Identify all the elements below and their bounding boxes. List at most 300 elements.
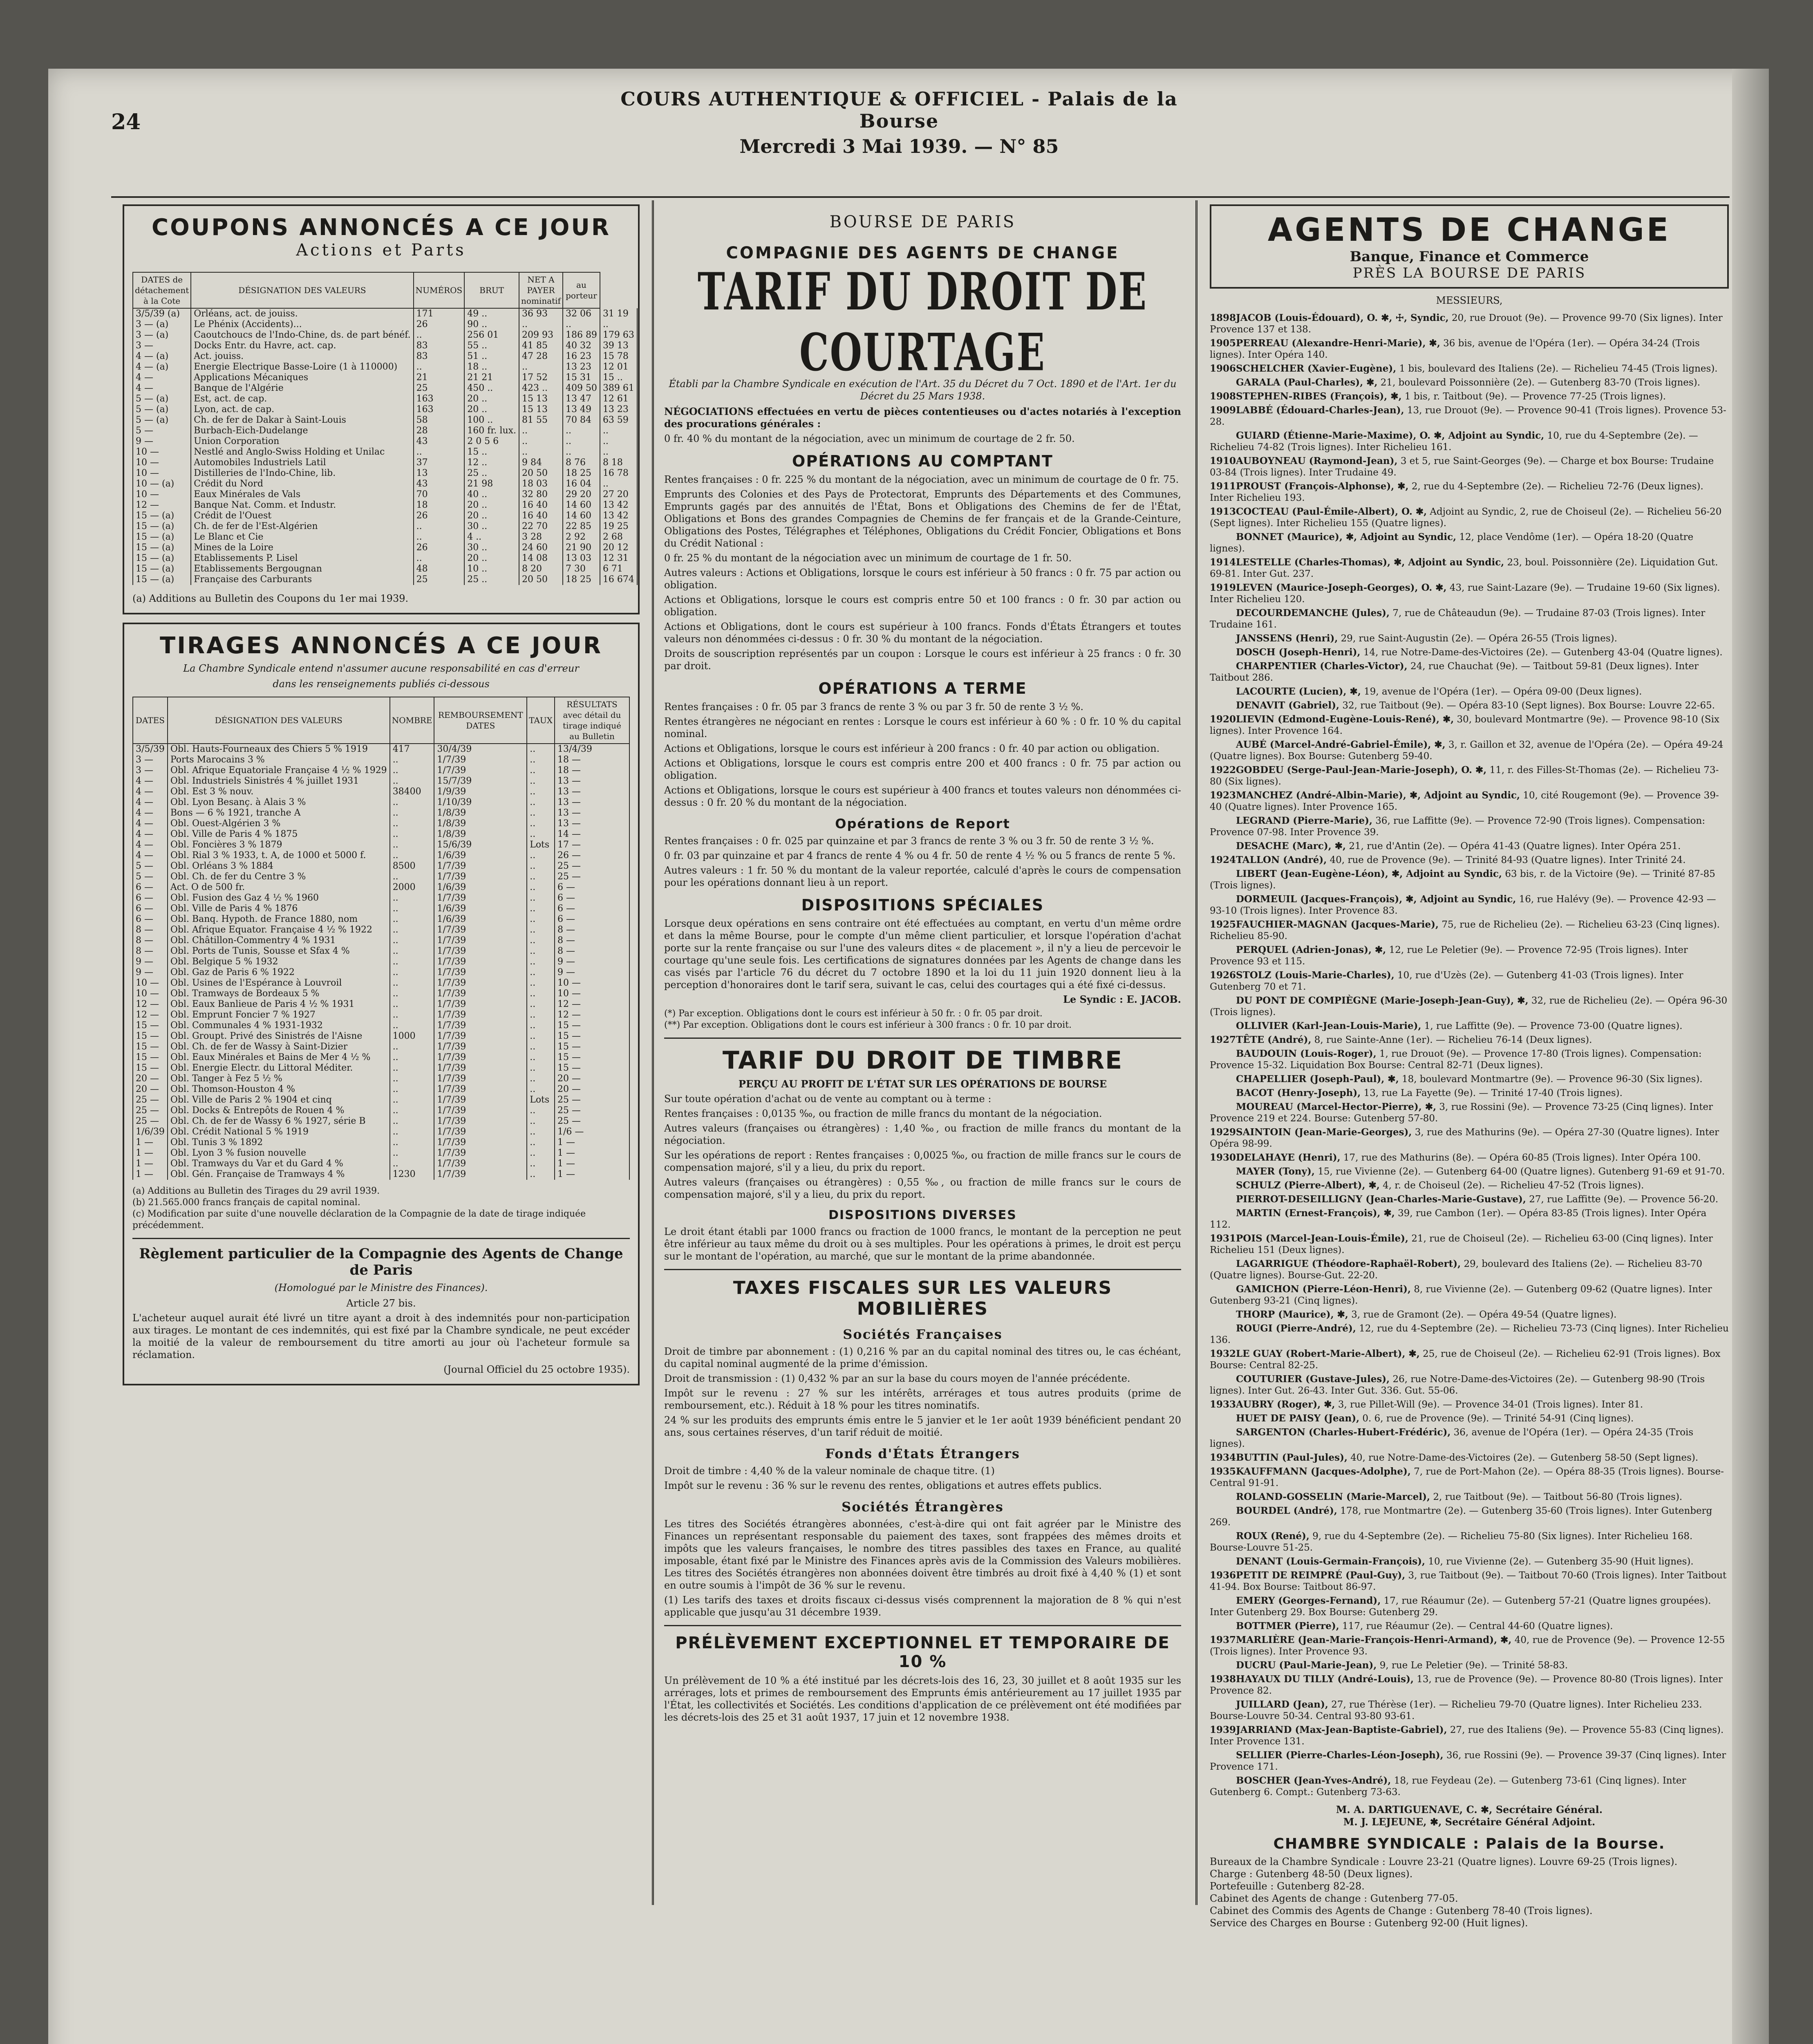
page-number: 24 — [111, 110, 141, 134]
page-header — [613, 88, 1185, 157]
table-cell: 256 01 — [464, 330, 519, 341]
agent-entry — [1210, 1570, 1729, 1593]
table-cell: .. — [527, 893, 555, 903]
agent-entry — [1210, 1775, 1729, 1798]
table-cell: .. — [414, 521, 465, 532]
table-cell: 83 — [414, 341, 465, 351]
agent-year: 1913 — [1210, 506, 1236, 517]
secretary-adjoint: M. J. LEJEUNE, ✱, Secrétaire Général Adjoint. — [1343, 1816, 1596, 1828]
agent-name: LE GUAY (Robert-Marie-Albert), ✱, — [1236, 1348, 1420, 1359]
table-cell: 1/7/39 — [434, 1052, 527, 1063]
table-row — [133, 1031, 629, 1042]
table-cell: 81 55 — [519, 415, 563, 426]
agent-entry — [1210, 1491, 1729, 1503]
agent-entry — [1210, 1180, 1729, 1191]
agent-address: 36, avenue de l'Opéra (1er). — Opéra 24-35 (Trois lignes). — [1210, 1427, 1694, 1449]
paragraph: Bureaux de la Chambre Syndicale : Louvre 23-21 (Quatre lignes). Louvre 69-25 (Trois lignes). — [1210, 1856, 1678, 1867]
table-cell: 15 — — [133, 1063, 168, 1074]
agent-entry — [1210, 338, 1729, 361]
paragraph: Rentes françaises : 0,0135 ‰, ou fraction de mille francs du montant de la négociation. — [664, 1108, 1102, 1119]
agent-name: BOURDEL (André), — [1236, 1505, 1337, 1516]
table-cell: 1 — — [133, 1137, 168, 1148]
table-cell: 1/7/39 — [434, 1074, 527, 1084]
table-cell: 3 — — [133, 341, 191, 351]
table-cell: .. — [563, 319, 600, 330]
table-cell: .. — [390, 914, 434, 925]
paragraph: Impôt sur le revenu : 27 % sur les intérêts, arrérages et tous autres produits (prime de remboursement, etc.). Réduit à 18 % pour les titres nominatifs. — [664, 1387, 1181, 1411]
table-cell: 25 .. — [464, 574, 519, 585]
agent-year: 1929 — [1210, 1127, 1236, 1138]
agent-entry — [1210, 1087, 1729, 1099]
speciales-text: Lorsque deux opérations en sens contraire ont été effectuées au comptant, en vertu d'un même ordre et dans la même Bourse, pour le compte d'un même client particulier, et lorsque l'opération d'achat porte sur la rente française ou sur l'une des valeurs dites « de placement », il n'y a lieu de percevoir le courtage qu'une seule fois. Les certifications de signatures données par les Agents de change dans les cas visés par l'article 76 du décret du 7 octobre 1890 et la loi du 11 juin 1920 donnent lieu à la perception d'honoraires dont le tarif sera, suivant le cas, celui des courtages qui a été fixé ci-dessus. — [664, 918, 1181, 991]
table-cell: 171 — [414, 308, 465, 319]
table-cell: 1/6 — — [555, 1127, 629, 1137]
table-cell: 12 61 — [600, 394, 637, 404]
table-cell: Mines de la Loire — [191, 542, 413, 553]
table-cell: 3 — (a) — [133, 319, 191, 330]
agent-year: 1934 — [1210, 1452, 1236, 1463]
agent-entry — [1210, 481, 1729, 504]
table-row — [133, 500, 637, 511]
agent-entry — [1210, 1020, 1729, 1032]
table-cell: 1/7/39 — [434, 861, 527, 872]
agent-entry — [1210, 1233, 1729, 1256]
table-cell: .. — [390, 1159, 434, 1169]
timbre-paragraphs — [664, 1107, 1181, 1201]
table-cell: .. — [527, 1074, 555, 1084]
diverses-title: DISPOSITIONS DIVERSES — [828, 1208, 1017, 1222]
table-cell: .. — [390, 1063, 434, 1074]
tirages-note-2: dans les renseignements publiés ci-dessous — [273, 678, 490, 690]
agent-entry — [1210, 1034, 1729, 1046]
table-cell: 15 — (a) — [133, 564, 191, 574]
table-row — [133, 372, 637, 383]
table-cell: 14 60 — [563, 500, 600, 511]
agent-name: ROLAND-GOSSELIN (Marie-Marcel), — [1236, 1491, 1430, 1502]
agent-name: KAUFFMANN (Jacques-Adolphe), — [1236, 1466, 1411, 1477]
agent-year: 1939 — [1210, 1724, 1236, 1735]
table-cell: 28 — [414, 426, 465, 436]
table-row — [133, 479, 637, 489]
table-cell: 5 — (a) — [133, 394, 191, 404]
agent-entry — [1210, 391, 1729, 402]
agent-name: AUBOYNEAU (Raymond-Jean), — [1236, 455, 1398, 466]
table-cell: Obl. Energie Electr. du Littoral Méditer. — [168, 1063, 390, 1074]
agent-name: GOBDEU (Serge-Paul-Jean-Marie-Joseph), O. ✱, — [1236, 764, 1487, 775]
agent-entry — [1210, 1166, 1729, 1177]
table-row — [133, 308, 637, 319]
agent-address: 13, rue Drouot (9e). — Provence 90-41 (Trois lignes). Provence 53-28. — [1210, 405, 1726, 427]
paragraph: Charge : Gutenberg 48-50 (Deux lignes). — [1210, 1868, 1413, 1880]
agent-name: JANSSENS (Henri), — [1236, 633, 1338, 644]
agent-address: 11, r. des Filles-St-Thomas (2e). — Richelieu 73-80 (Six lignes). — [1210, 765, 1719, 787]
table-cell: 10 — — [133, 468, 191, 479]
agent-name: DESACHE (Marc), ✱, — [1236, 840, 1346, 852]
agent-address: 178, rue Montmartre (2e). — Gutenberg 35-60 (Trois lignes). Inter Gutenberg 269. — [1210, 1506, 1712, 1528]
agent-entry — [1210, 944, 1729, 967]
table-cell: .. — [527, 999, 555, 1010]
agent-address: 3, rue Taitbout (9e). — Taitbout 70-60 (Trois lignes). Inter Taitbout 41-94. Box Bourse: Taitbout 86-97. — [1210, 1570, 1727, 1592]
table-cell: 25 — — [555, 872, 629, 882]
table-cell: Orléans, act. de jouiss. — [191, 308, 413, 319]
table-cell: 1/7/39 — [434, 988, 527, 999]
table-cell: .. — [519, 426, 563, 436]
table-row — [133, 935, 629, 946]
table-cell: 1/7/39 — [434, 872, 527, 882]
agent-year: 1925 — [1210, 919, 1236, 930]
col-numeros: NUMÉROS — [414, 272, 465, 308]
agent-name: TÊTE (André), — [1236, 1034, 1312, 1045]
compagnie-title: COMPAGNIE DES AGENTS DE CHANGE — [726, 244, 1119, 262]
paragraph: 0 fr. 03 par quinzaine et par 4 francs de rente 4 % ou 4 fr. 50 de rente 4 ½ % ou 5 francs de rente 5 %. — [664, 850, 1176, 861]
table-cell: Obl. Eaux Banlieue de Paris 4 ½ % 1931 — [168, 999, 390, 1010]
table-cell: 1/6/39 — [434, 850, 527, 861]
table-row — [133, 988, 629, 999]
table-cell: 4 — — [133, 818, 168, 829]
table-cell: 1/7/39 — [434, 925, 527, 935]
table-row — [133, 1063, 629, 1074]
table-cell: 25 — [414, 574, 465, 585]
table-cell: Automobiles Industriels Latil — [191, 457, 413, 468]
table-cell: Obl. Tramways du Var et du Gard 4 % — [168, 1159, 390, 1169]
table-cell: 15 — — [133, 1031, 168, 1042]
table-cell: .. — [600, 319, 637, 330]
agent-year: 1905 — [1210, 338, 1236, 349]
table-cell: 8 20 — [519, 564, 563, 574]
table-cell: Distilleries de l'Indo-Chine, lib. — [191, 468, 413, 479]
agent-entry — [1210, 840, 1729, 852]
table-cell: 20 50 — [519, 574, 563, 585]
agent-entry — [1210, 854, 1729, 866]
table-cell: 30/4/39 — [434, 744, 527, 755]
table-cell: Obl. Orléans 3 % 1884 — [168, 861, 390, 872]
table-cell: Obl. Gaz de Paris 6 % 1922 — [168, 967, 390, 978]
table-cell: 186 89 — [563, 330, 600, 341]
agent-name: DUCRU (Paul-Marie-Jean), — [1236, 1660, 1377, 1671]
agent-name: PERQUEL (Adrien-Jonas), ✱, — [1236, 944, 1386, 955]
tirages-table — [132, 697, 630, 1180]
table-cell: .. — [414, 532, 465, 542]
table-cell: 20 .. — [464, 404, 519, 415]
table-row — [133, 1148, 629, 1159]
table-cell: .. — [390, 893, 434, 903]
negociations-rate: 0 fr. 40 % du montant de la négociation, avec un minimum de courtage de 2 fr. 50. — [664, 433, 1075, 444]
agent-address: 12, rue du 4-Septembre (2e). — Richelieu 73-73 (Cinq lignes). Inter Richelieu 136. — [1210, 1323, 1729, 1345]
agent-entry — [1210, 700, 1729, 711]
comptant-paragraphs — [664, 473, 1181, 672]
agent-name: STOLZ (Louis-Marie-Charles), — [1236, 970, 1394, 981]
bourse-title: BOURSE DE PARIS — [829, 213, 1016, 231]
agent-entry — [1210, 647, 1729, 658]
agent-entry — [1210, 1660, 1729, 1671]
table-cell: 15 — — [555, 1052, 629, 1063]
table-cell: .. — [390, 978, 434, 988]
agent-year: 1914 — [1210, 557, 1236, 568]
table-cell: 15 — — [555, 1042, 629, 1052]
agent-name: SAINTOIN (Jean-Marie-Georges), — [1236, 1127, 1412, 1138]
table-cell: 9 — — [555, 967, 629, 978]
agent-entry — [1210, 764, 1729, 787]
agent-entry — [1210, 1466, 1729, 1489]
agent-entry — [1210, 1399, 1729, 1410]
paragraph: Actions et Obligations, lorsque le cours est supérieur à 400 francs et toutes valeurs non dénommées ci-dessus : 0 fr. 20 % du montant de la négociation. — [664, 784, 1181, 808]
agent-entry — [1210, 1048, 1729, 1071]
table-cell: .. — [527, 1159, 555, 1169]
table-cell: 16 78 — [600, 468, 637, 479]
table-row — [133, 426, 637, 436]
table-cell: 43 — [414, 479, 465, 489]
table-cell: Burbach-Eich-Dudelange — [191, 426, 413, 436]
table-cell: .. — [390, 872, 434, 882]
table-cell: .. — [390, 967, 434, 978]
column-divider-1 — [652, 200, 654, 1905]
page-edge — [1732, 69, 1769, 2044]
agent-name: DECOURDEMANCHE (Jules), — [1236, 607, 1390, 619]
table-cell: .. — [390, 1052, 434, 1063]
paragraph: Cabinet des Commis des Agents de Change : Gutenberg 78-40 (Trois lignes). — [1210, 1905, 1593, 1916]
table-cell: 3 28 — [519, 532, 563, 542]
table-cell: 1/7/39 — [434, 1031, 527, 1042]
table-cell: 13 49 — [563, 404, 600, 415]
speciales-heading: DISPOSITIONS SPÉCIALES — [801, 896, 1044, 914]
agent-address: 27, rue Laffitte (9e). — Provence 56-20. — [1529, 1194, 1719, 1205]
agent-address: 1 bis, boulevard des Italiens (2e). — Richelieu 74-45 (Trois lignes). — [1399, 363, 1718, 374]
agent-address: 0. 6, rue de Provence (9e). — Trinité 54-91 (Cinq lignes). — [1362, 1413, 1634, 1424]
table-cell: 1/7/39 — [434, 1159, 527, 1169]
table-cell: 1/7/39 — [434, 967, 527, 978]
table-cell: .. — [390, 840, 434, 850]
agent-entry — [1210, 739, 1729, 762]
table-cell: 409 50 — [563, 383, 600, 394]
table-cell: Union Corporation — [191, 436, 413, 447]
table-cell: 21 21 — [464, 372, 519, 383]
reglement-subtitle: (Homologué par le Ministre des Finances). — [274, 1282, 488, 1293]
table-cell: Ch. de fer de l'Est-Algérien — [191, 521, 413, 532]
agent-address: 24, rue Chauchat (9e). — Taitbout 59-81 (Deux lignes). Inter Taitbout 286. — [1210, 661, 1699, 683]
table-row — [133, 362, 637, 372]
table-cell: Applications Mécaniques — [191, 372, 413, 383]
agent-address: 30, boulevard Montmartre (9e). — Provence 98-10 (Six lignes). Inter Provence 164. — [1210, 714, 1719, 736]
table-cell: 20 — — [133, 1084, 168, 1095]
table-cell: 17 52 — [519, 372, 563, 383]
paragraph: 0 fr. 25 % du montant de la négociation avec un minimum de courtage de 1 fr. 50. — [664, 552, 1072, 564]
table-row — [133, 755, 629, 765]
table-cell: 13 — — [555, 818, 629, 829]
agent-name: PETIT DE REIMPRÉ (Paul-Guy), — [1236, 1570, 1406, 1581]
table-cell: .. — [390, 1010, 434, 1020]
agents-subtitle-1: Banque, Finance et Commerce — [1350, 249, 1589, 265]
table-row — [133, 341, 637, 351]
paragraph: Autres valeurs : 1 fr. 50 % du montant de la valeur reportée, calculé d'après le cours de compensation pour les opérations donnant lieu à un report. — [664, 865, 1181, 888]
table-cell: .. — [390, 1105, 434, 1116]
table-cell: 1/10/39 — [434, 797, 527, 808]
table-cell: 1/7/39 — [434, 1148, 527, 1159]
table-cell: .. — [527, 914, 555, 925]
table-row — [133, 818, 629, 829]
table-row — [133, 1074, 629, 1084]
table-row — [133, 1052, 629, 1063]
agent-address: 27, rue Thérèse (1er). — Richelieu 79-70 (Quatre lignes). Inter Richelieu 233. Bourse-Louvre 50-34. Central 93-80 93-61. — [1210, 1699, 1702, 1721]
paragraph: Droits de souscription représentés par un coupon : Lorsque le cours est inférieur à 25 francs : 0 fr. 30 par droit. — [664, 648, 1181, 672]
table-cell: .. — [527, 818, 555, 829]
table-cell: .. — [390, 808, 434, 818]
table-cell: Crédit de l'Ouest — [191, 511, 413, 521]
agent-entry — [1210, 633, 1729, 644]
table-cell: 18 — [414, 500, 465, 511]
table-cell: .. — [527, 935, 555, 946]
agent-address: 20, rue Drouot (9e). — Provence 99-70 (Six lignes). Inter Provence 137 et 138. — [1210, 313, 1723, 335]
report-heading: Opérations de Report — [835, 816, 1010, 831]
agent-entry — [1210, 1194, 1729, 1205]
col-designation: DÉSIGNATION DES VALEURS — [191, 272, 413, 308]
table-cell: .. — [390, 1127, 434, 1137]
table-cell: 179 63 — [600, 330, 637, 341]
table-cell: 37 — [414, 457, 465, 468]
header-rule — [111, 196, 1730, 198]
table-cell: Lots — [527, 1095, 555, 1105]
table-cell: .. — [600, 436, 637, 447]
agent-year: 1922 — [1210, 764, 1236, 775]
agent-name: AUBRY (Roger), ✱, — [1236, 1399, 1335, 1410]
table-cell: 26 — [414, 511, 465, 521]
table-cell: Ports Marocains 3 % — [168, 755, 390, 765]
column-middle — [664, 204, 1181, 1897]
agent-name: GARALA (Paul-Charles), ✱, — [1236, 377, 1378, 388]
table-cell: 20 .. — [464, 500, 519, 511]
agent-year: 1906 — [1210, 363, 1236, 374]
agent-entry — [1210, 661, 1729, 684]
col-taux: TAUX — [527, 697, 555, 744]
table-cell: Obl. Ch. de fer du Centre 3 % — [168, 872, 390, 882]
table-cell: 10 — (a) — [133, 479, 191, 489]
table-cell: 2000 — [390, 882, 434, 893]
table-cell: 1/7/39 — [434, 946, 527, 957]
table-cell: 1/6/39 — [434, 903, 527, 914]
agent-address: 18, boulevard Montmartre (9e). — Provence 96-30 (Six lignes). — [1402, 1074, 1703, 1085]
table-cell: 30 .. — [464, 521, 519, 532]
agent-address: 21, rue d'Antin (2e). — Opéra 41-43 (Quatre lignes). Inter Opéra 251. — [1349, 841, 1681, 852]
table-cell: 25 — — [133, 1105, 168, 1116]
table-cell: 22 85 — [563, 521, 600, 532]
table-cell: .. — [527, 1031, 555, 1042]
table-cell: .. — [390, 946, 434, 957]
table-cell: Obl. Lyon Besanç. à Alais 3 % — [168, 797, 390, 808]
table-cell: 25 — — [555, 1105, 629, 1116]
agent-name: BOTTMER (Pierre), — [1236, 1620, 1339, 1632]
agents-header — [1210, 204, 1729, 289]
table-row — [133, 1020, 629, 1031]
table-cell: .. — [527, 946, 555, 957]
agent-address: 3 et 5, rue Saint-Georges (9e). — Charge et box Bourse: Trudaine 03-84 (Trois lignes). Inter Trudaine 49. — [1210, 456, 1714, 478]
table-cell: .. — [527, 1084, 555, 1095]
paragraph: Portefeuille : Gutenberg 82-28. — [1210, 1880, 1365, 1892]
col-designation: DÉSIGNATION DES VALEURS — [168, 697, 390, 744]
paragraph: Autres valeurs (françaises ou étrangères) : 0,55 ‰, ou fraction de mille francs sur le cours de compensation majoré, s'il y a lieu, du prix du report. — [664, 1177, 1181, 1200]
table-cell: .. — [527, 925, 555, 935]
paragraph: Droit de timbre : 4,40 % de la valeur nominale de chaque titre. (1) — [664, 1465, 995, 1477]
paragraph: Service des Charges en Bourse : Gutenberg 92-00 (Huit lignes). — [1210, 1917, 1528, 1929]
table-cell: 39 13 — [600, 341, 637, 351]
table-cell: 19 25 — [600, 521, 637, 532]
table-cell: Obl. Fusion des Gaz 4 ½ % 1960 — [168, 893, 390, 903]
table-cell: 2 68 — [600, 532, 637, 542]
agent-address: 32, rue Taitbout (9e). — Opéra 83-10 (Sept lignes). Box Bourse: Louvre 22-65. — [1342, 700, 1715, 711]
table-cell: 1230 — [390, 1169, 434, 1180]
courtage-footnote: (*) Par exception. Obligations dont le cours est inférieur à 50 fr. : 0 fr. 05 par droit. — [664, 1009, 1043, 1019]
table-cell: 51 .. — [464, 351, 519, 362]
table-row — [133, 468, 637, 479]
paragraph: Rentes françaises : 0 fr. 05 par 3 francs de rente 3 % ou par 3 fr. 50 de rente 3 ½ %. — [664, 701, 1083, 713]
table-cell: 163 — [414, 394, 465, 404]
agent-address: 21, boulevard Poissonnière (2e). — Gutenberg 83-70 (Trois lignes). — [1380, 377, 1701, 388]
table-cell: .. — [527, 1127, 555, 1137]
table-row — [133, 415, 637, 426]
paragraph: Impôt sur le revenu : 36 % sur le revenu des rentes, obligations et autres effets publics. — [664, 1480, 1102, 1491]
column-divider-2 — [1195, 200, 1197, 1905]
agent-year: 1936 — [1210, 1570, 1236, 1581]
table-cell: 18 .. — [464, 362, 519, 372]
table-cell: 13 23 — [563, 362, 600, 372]
paragraph: Rentes françaises : 0 fr. 025 par quinzaine et par 3 francs de rente 3 % ou 3 fr. 50 de rente 3 ½ %. — [664, 835, 1154, 847]
table-cell: 16 674 — [600, 574, 637, 585]
table-cell: 4 — (a) — [133, 362, 191, 372]
agent-address: 40, rue de Provence (9e). — Provence 12-55 (Trois lignes). Inter Provence 93. — [1210, 1635, 1725, 1657]
chambre-lines — [1210, 1856, 1729, 1929]
table-cell: .. — [527, 1010, 555, 1020]
table-cell: 15/6/39 — [434, 840, 527, 850]
table-cell: .. — [600, 426, 637, 436]
table-cell: 15 — (a) — [133, 542, 191, 553]
agent-name: DORMEUIL (Jacques-François), ✱, Adjoint au Syndic, — [1236, 894, 1516, 905]
table-cell: .. — [390, 988, 434, 999]
agent-entry — [1210, 714, 1729, 737]
table-cell: 6 — — [555, 903, 629, 914]
agent-entry — [1210, 815, 1729, 838]
agent-entry — [1210, 1505, 1729, 1528]
table-cell: .. — [390, 818, 434, 829]
table-cell: 10 — — [555, 988, 629, 999]
table-row — [133, 882, 629, 893]
table-cell: 13 42 — [600, 500, 637, 511]
table-cell: .. — [390, 1137, 434, 1148]
table-cell: 10 — — [133, 489, 191, 500]
agent-entry — [1210, 557, 1729, 580]
table-cell: Eaux Minérales de Vals — [191, 489, 413, 500]
agent-entry — [1210, 312, 1729, 335]
agent-entry — [1210, 970, 1729, 993]
table-cell: .. — [390, 1020, 434, 1031]
agent-name: LIBERT (Jean-Eugène-Léon), ✱, Adjoint au Syndic, — [1236, 868, 1502, 879]
etrangeres-title: Sociétés Étrangères — [842, 1499, 1004, 1515]
table-cell: .. — [527, 776, 555, 787]
francaises-title: Sociétés Françaises — [843, 1327, 1003, 1342]
table-cell: 5 — (a) — [133, 404, 191, 415]
table-cell: 4 — — [133, 840, 168, 850]
table-cell: 21 98 — [464, 479, 519, 489]
agent-name: BOSCHER (Jean-Yves-André), — [1236, 1775, 1391, 1786]
table-cell: 32 06 — [563, 308, 600, 319]
divider — [132, 1238, 630, 1239]
table-row — [133, 447, 637, 457]
table-cell: .. — [390, 1095, 434, 1105]
table-cell: 1 — — [133, 1159, 168, 1169]
agent-name: PIERROT-DESEILLIGNY (Jean-Charles-Marie-Gustave), — [1236, 1194, 1526, 1205]
table-cell: Obl. Crédit National 5 % 1919 — [168, 1127, 390, 1137]
table-cell: Obl. Emprunt Foncier 7 % 1927 — [168, 1010, 390, 1020]
table-cell: Docks Entr. du Havre, act. cap. — [191, 341, 413, 351]
agent-name: CHAPELLIER (Joseph-Paul), ✱, — [1236, 1074, 1399, 1085]
table-cell: 20 — — [555, 1084, 629, 1095]
